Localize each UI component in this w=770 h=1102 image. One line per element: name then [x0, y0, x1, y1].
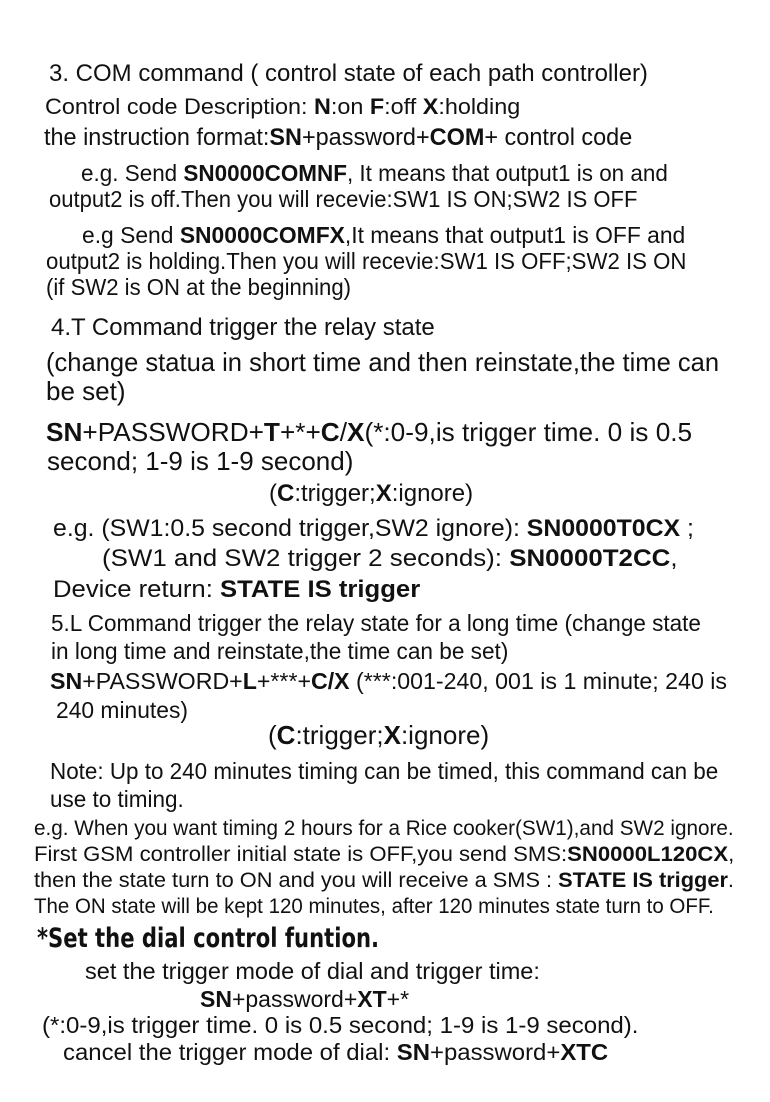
section4-command-line2: second; 1-9 is 1-9 second) [47, 446, 354, 476]
dial-heading: *Set the dial control funtion. [37, 923, 380, 954]
section5-code-legend: (C:trigger;X:ignore) [268, 720, 490, 750]
section4-code-legend: (C:trigger;X:ignore) [269, 480, 474, 507]
section4-example-line2: (SW1 and SW2 trigger 2 seconds): SN0000T2CC, [102, 545, 678, 572]
dial-cancel: cancel the trigger mode of dial: SN+password+XTC [63, 1039, 609, 1065]
section3-example1-line2: output2 is off.Then you will recevie:SW1 IS ON;SW2 IS OFF [49, 186, 638, 212]
section5-example-line3: then the state turn to ON and you will receive a SMS : STATE IS trigger. [34, 869, 734, 892]
section4-description-line1: (change statua in short time and then reinstate,the time can [46, 347, 720, 377]
section5-note-line2: use to timing. [50, 786, 184, 812]
section4-device-return: Device return: STATE IS trigger [53, 576, 421, 603]
section3-instruction-format: the instruction format:SN+password+COM+ control code [44, 124, 633, 151]
section3-example2-line2: output2 is holding.Then you will recevie:SW1 IS OFF;SW2 IS ON [46, 248, 687, 274]
section5-heading-line2: in long time and reinstate,the time can be set) [51, 638, 509, 664]
section5-note-line1: Note: Up to 240 minutes timing can be timed, this command can be [50, 758, 719, 784]
section3-example2-line1: e.g Send SN0000COMFX,It means that output1 is OFF and [82, 222, 686, 248]
section5-heading-line1: 5.L Command trigger the relay state for a long time (change state [51, 610, 701, 636]
section5-example-line2: First GSM controller initial state is OFF,you send SMS:SN0000L120CX, [34, 843, 735, 866]
section4-example-line1: e.g. (SW1:0.5 second trigger,SW2 ignore): SN0000T0CX ; [53, 515, 694, 542]
section4-heading: 4.T Command trigger the relay state [51, 314, 435, 341]
dial-command: SN+password+XT+* [200, 986, 410, 1012]
section5-example-line4: The ON state will be kept 120 minutes, after 120 minutes state turn to OFF. [34, 895, 714, 918]
dial-line3: (*:0-9,is trigger time. 0 is 0.5 second; 1-9 is 1-9 second). [42, 1012, 639, 1038]
section3-example2-line3: (if SW2 is ON at the beginning) [46, 274, 352, 300]
section3-heading: 3. COM command ( control state of each path controller) [49, 60, 648, 87]
section3-example1-line1: e.g. Send SN0000COMNF, It means that output1 is on and [81, 160, 668, 186]
section5-command-line2: 240 minutes) [56, 697, 188, 723]
section5-command-line1: SN+PASSWORD+L+***+C/X (***:001-240, 001 is 1 minute; 240 is [50, 668, 728, 694]
section4-command-line1: SN+PASSWORD+T+*+C/X(*:0-9,is trigger time. 0 is 0.5 [46, 417, 693, 447]
section4-description-line2: be set) [46, 376, 126, 406]
section5-example-line1: e.g. When you want timing 2 hours for a Rice cooker(SW1),and SW2 ignore. [34, 817, 734, 840]
dial-line1: set the trigger mode of dial and trigger time: [85, 958, 540, 984]
section3-control-code-description: Control code Description: N:on F:off X:holding [45, 94, 521, 119]
